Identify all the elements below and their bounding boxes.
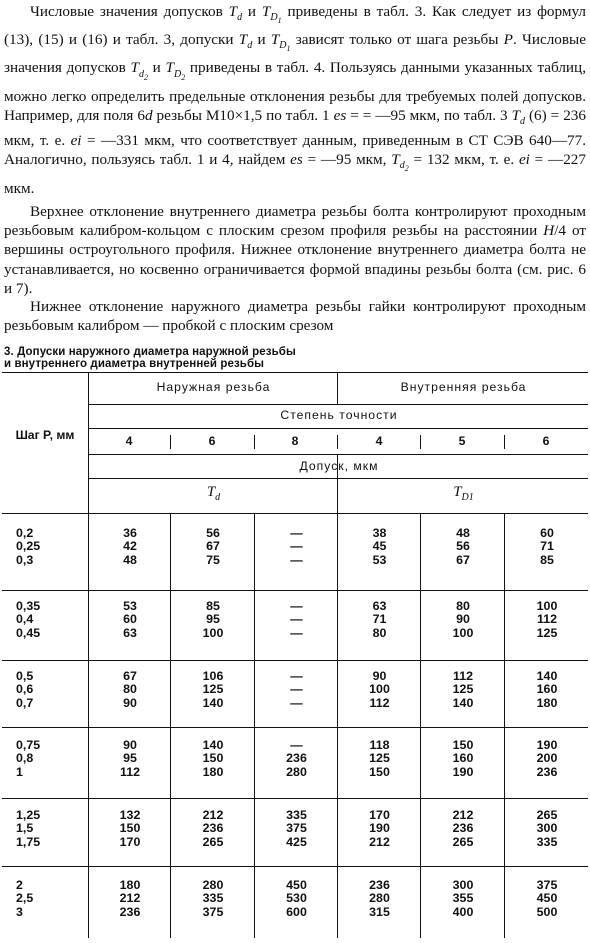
step-header <box>2 429 88 443</box>
td-symbol-sub: d <box>215 492 221 503</box>
grade-label: 8 <box>291 434 299 448</box>
tolerance-values: 212 236 265 <box>452 808 474 849</box>
tolerance-values: 100 112 125 <box>536 599 558 640</box>
accuracy-header: Степень точности <box>280 408 398 422</box>
ext-int-divider-lower <box>337 454 338 938</box>
grade-tick-2 <box>254 435 255 449</box>
rule-under-grades <box>88 454 588 455</box>
rule-under-accuracy <box>88 428 588 429</box>
rule-under-thread-type <box>88 404 588 405</box>
int-thread-header: Внутренняя резьба <box>400 380 527 394</box>
tolerance-values: 180 212 236 <box>119 878 141 919</box>
tolerance-values: 67 80 90 <box>123 669 137 710</box>
tolerance-values: 56 67 75 <box>206 526 220 567</box>
table-top-rule <box>2 372 588 373</box>
tolerance-values: 118 125 150 <box>369 738 390 779</box>
tolerance-values: 212 236 265 <box>202 808 224 849</box>
table-caption-line-2: и внутреннего диаметра внутренней резьбы <box>4 358 265 370</box>
tolerance-values: — — — <box>290 599 303 640</box>
col-rule-5 <box>504 513 505 938</box>
tolerance-values: 36 42 48 <box>123 526 137 567</box>
table-caption-line-1: 3. Допуски наружного диаметра наружной резьбы <box>4 346 296 358</box>
tolerance-values: 450 530 600 <box>286 878 307 919</box>
tolerance-values: 48 56 67 <box>456 526 470 567</box>
grade-label: 4 <box>125 434 133 448</box>
tolerance-values: 190 200 236 <box>536 738 558 779</box>
grade-label: 6 <box>208 434 216 448</box>
step-values: 0,5 0,6 0,7 <box>16 669 34 710</box>
td-symbol <box>90 486 337 505</box>
rule-under-tolerance <box>88 478 588 479</box>
tolerance-values: 265 300 335 <box>536 808 558 849</box>
grade-tick-5 <box>504 435 505 449</box>
tD1-symbol <box>339 486 588 505</box>
step-values: 0,35 0,4 0,45 <box>16 599 41 640</box>
step-values: 0,2 0,25 0,3 <box>16 526 41 567</box>
tolerance-values: — — — <box>290 669 303 710</box>
tolerance-values: 90 95 112 <box>120 738 140 779</box>
tolerance-values: 53 60 63 <box>123 599 137 640</box>
td-symbol-letter: T <box>206 484 216 500</box>
tolerance-values: 80 90 100 <box>452 599 474 640</box>
col-rule-1 <box>170 513 171 938</box>
step-column-rule <box>88 372 89 938</box>
tolerance-values: 112 125 140 <box>452 669 474 710</box>
col-rule-2 <box>254 513 255 938</box>
tolerance-table <box>2 372 588 938</box>
group-rule-3 <box>2 727 588 728</box>
tolerance-values: 170 190 212 <box>369 808 390 849</box>
ext-int-divider <box>337 372 338 405</box>
tolerance-values: 280 335 375 <box>202 878 224 919</box>
paragraph-2: Верхнее отклонение внутреннего диаметра резьбы болта контролируют проходным резьбовым калибром-кольцом с плоским срезом профиля резьбы на расстоянии H/4 от вершины остроугольного профиля. Нижнее отклонение внутреннего диаметра болта не устанавливается, но косвенно ограничивается формой впадины резьбы болта (см. рис. 6 и 7). <box>4 203 586 297</box>
col-rule-4 <box>420 513 421 938</box>
tD1-symbol-sub: D1 <box>461 492 474 503</box>
ext-thread-header: Наружная резьба <box>156 380 271 394</box>
group-rule-1 <box>2 590 588 591</box>
group-rule-4 <box>2 798 588 799</box>
tolerance-values: — — — <box>290 526 303 567</box>
tolerance-values: 106 125 140 <box>202 669 224 710</box>
tolerance-values: 335 375 425 <box>286 808 307 849</box>
paragraph-1: Числовые значения допусков $T_d$ и $T_{D_1}$ приведены в табл. 3. Как следует из формул (13), (15) и (16) и табл. 3, допуски $T_d$ и $T_{D_1}$ зависят только от шага резьбы P. Числовые значения допусков $T_{d_2}$ и $T_{D_2}$ приведены в табл. 4. Пользуясь данными указанных таблиц, можно легко определить предельные отклонения резьбы для требуемых полей допусков. Например, для поля 6d резьбы М10×1,5 по табл. 1 es = = —95 мкм, по табл. 3 $T_d$ (6) = 236 мкм, т. е. ei = —331 мкм, что соответствует данным, приведенным в СТ СЭВ 640—77. Аналогично, пользуясь табл. 1 и 4, найдем es = —95 мкм, $T_{d_2} = 132$ мкм, т. е. ei = —227 мкм. <box>4 3 586 197</box>
tolerance-values: 38 45 53 <box>372 526 387 567</box>
grade-tick-3 <box>337 435 338 449</box>
tolerance-values: 60 71 85 <box>540 526 554 567</box>
tolerance-values: 375 450 500 <box>536 878 558 919</box>
step-values: 2 2,5 3 <box>16 878 34 919</box>
header-bottom-rule <box>2 513 588 514</box>
step-values: 1,25 1,5 1,75 <box>16 808 41 849</box>
tD1-symbol-letter: T <box>453 484 462 500</box>
tolerance-values: 140 150 180 <box>202 738 224 779</box>
group-rule-5 <box>2 866 588 867</box>
grade-tick-1 <box>170 435 171 449</box>
tolerance-values: 150 160 190 <box>452 738 474 779</box>
tolerance-values: 85 95 100 <box>202 599 224 640</box>
grade-label: 5 <box>458 434 466 448</box>
tolerance-values: — 236 280 <box>286 738 307 779</box>
tolerance-values: 63 71 80 <box>372 599 387 640</box>
tolerance-values: 236 280 315 <box>369 878 390 919</box>
grade-label: 6 <box>542 434 550 448</box>
tolerance-values: 140 160 180 <box>536 669 558 710</box>
tolerance-values: 300 355 400 <box>452 878 474 919</box>
grade-label: 4 <box>375 434 383 448</box>
table-caption <box>4 346 296 370</box>
step-header-label: Шаг P, мм <box>15 428 75 442</box>
step-values: 0,75 0,8 1 <box>16 738 41 779</box>
tolerance-header: Допуск, мкм <box>299 459 379 473</box>
grade-tick-4 <box>420 435 421 449</box>
tolerance-values: 132 150 170 <box>119 808 141 849</box>
paragraph-3: Нижнее отклонение наружного диаметра резьбы гайки контролируют проходным резьбовым калибром — пробкой с плоским срезом <box>4 298 586 335</box>
group-rule-2 <box>2 660 588 661</box>
tolerance-values: 90 100 112 <box>369 669 390 710</box>
